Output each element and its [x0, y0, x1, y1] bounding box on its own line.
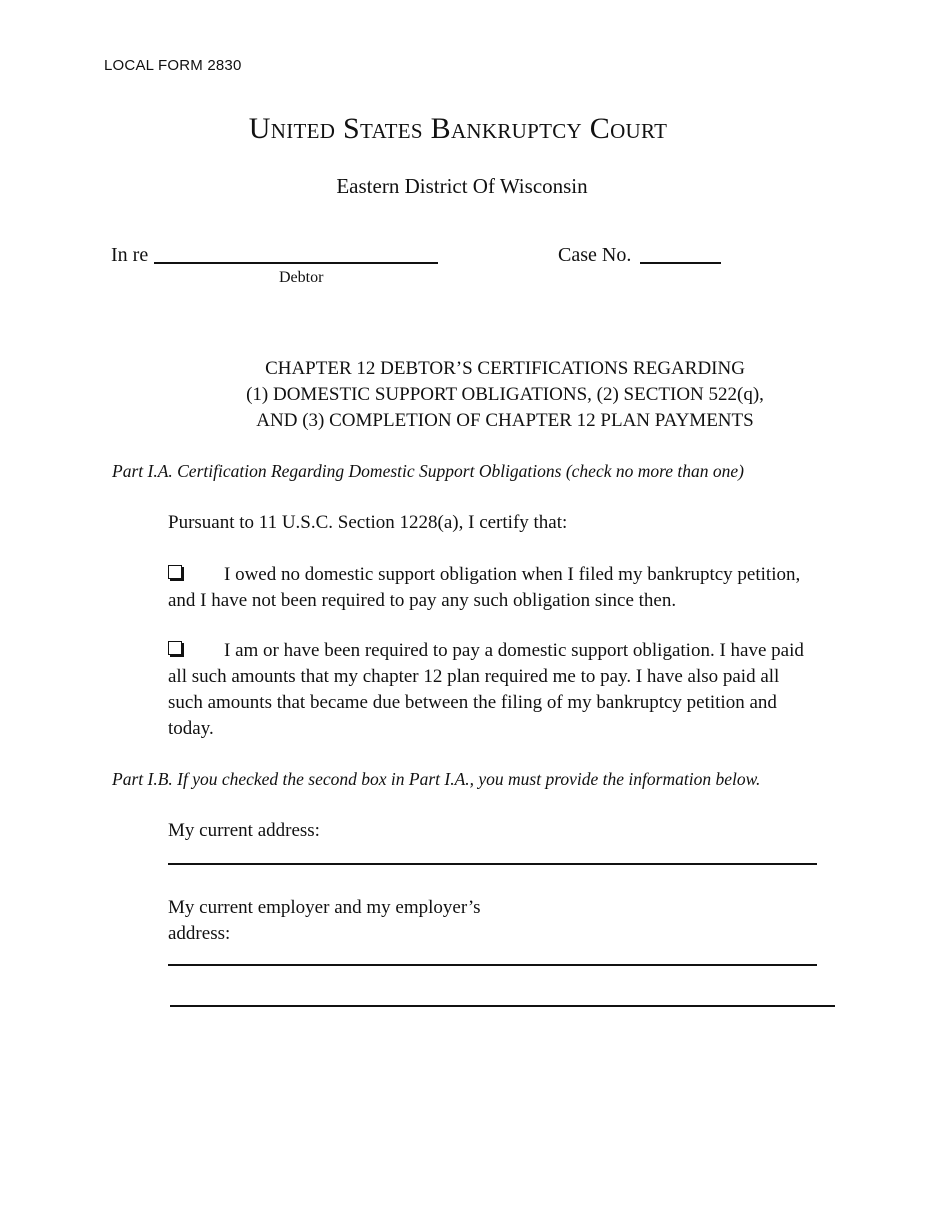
option-2-text: I am or have been required to pay a domestic support obligation. I have paid all such amounts that my chapter 12 plan required me to pay. I have also paid all such amounts that became due between the filing of my bankruptcy petition and today.	[168, 640, 804, 739]
address-field[interactable]	[168, 863, 817, 865]
employer-label-line-2: address:	[168, 923, 231, 944]
district-name: Eastern District Of Wisconsin	[336, 174, 588, 198]
checkbox-no-obligation[interactable]	[168, 565, 182, 579]
option-1-text: I owed no domestic support obligation when I filed my bankruptcy petition, and I have not been required to pay any such obligation since then.	[168, 564, 801, 611]
heading-line-3: AND (3) COMPLETION OF CHAPTER 12 PLAN PAYMENTS	[256, 410, 754, 431]
part-ia-heading: Part I.A. Certification Regarding Domestic Support Obligations (check no more than one)	[112, 461, 745, 481]
case-number-field[interactable]	[640, 262, 721, 264]
form-number: LOCAL FORM 2830	[104, 57, 242, 74]
employer-field-line-2[interactable]	[170, 1005, 835, 1007]
part-ib-heading: Part I.B. If you checked the second box in Part I.A., you must provide the information below.	[112, 769, 761, 789]
employer-label-line-1: My current employer and my employer’s	[168, 897, 481, 918]
heading-line-1: CHAPTER 12 DEBTOR’S CERTIFICATIONS REGARDING	[265, 358, 745, 379]
option-paid-support-obligation	[168, 638, 808, 742]
court-title: United States Bankruptcy Court	[248, 112, 668, 145]
in-re-label: In re	[111, 244, 149, 266]
option-no-support-obligation	[168, 562, 808, 614]
employer-field-line-1[interactable]	[168, 964, 817, 966]
checkbox-paid-obligation[interactable]	[168, 641, 182, 655]
employer-label	[168, 895, 568, 947]
part-ia-intro: Pursuant to 11 U.S.C. Section 1228(a), I certify that:	[168, 512, 568, 533]
heading-line-2: (1) DOMESTIC SUPPORT OBLIGATIONS, (2) SECTION 522(q),	[246, 384, 764, 405]
address-label: My current address:	[168, 820, 320, 841]
debtor-label: Debtor	[279, 269, 324, 286]
form-heading	[200, 356, 810, 434]
debtor-name-field[interactable]	[154, 262, 438, 264]
case-number-label: Case No.	[558, 244, 632, 266]
